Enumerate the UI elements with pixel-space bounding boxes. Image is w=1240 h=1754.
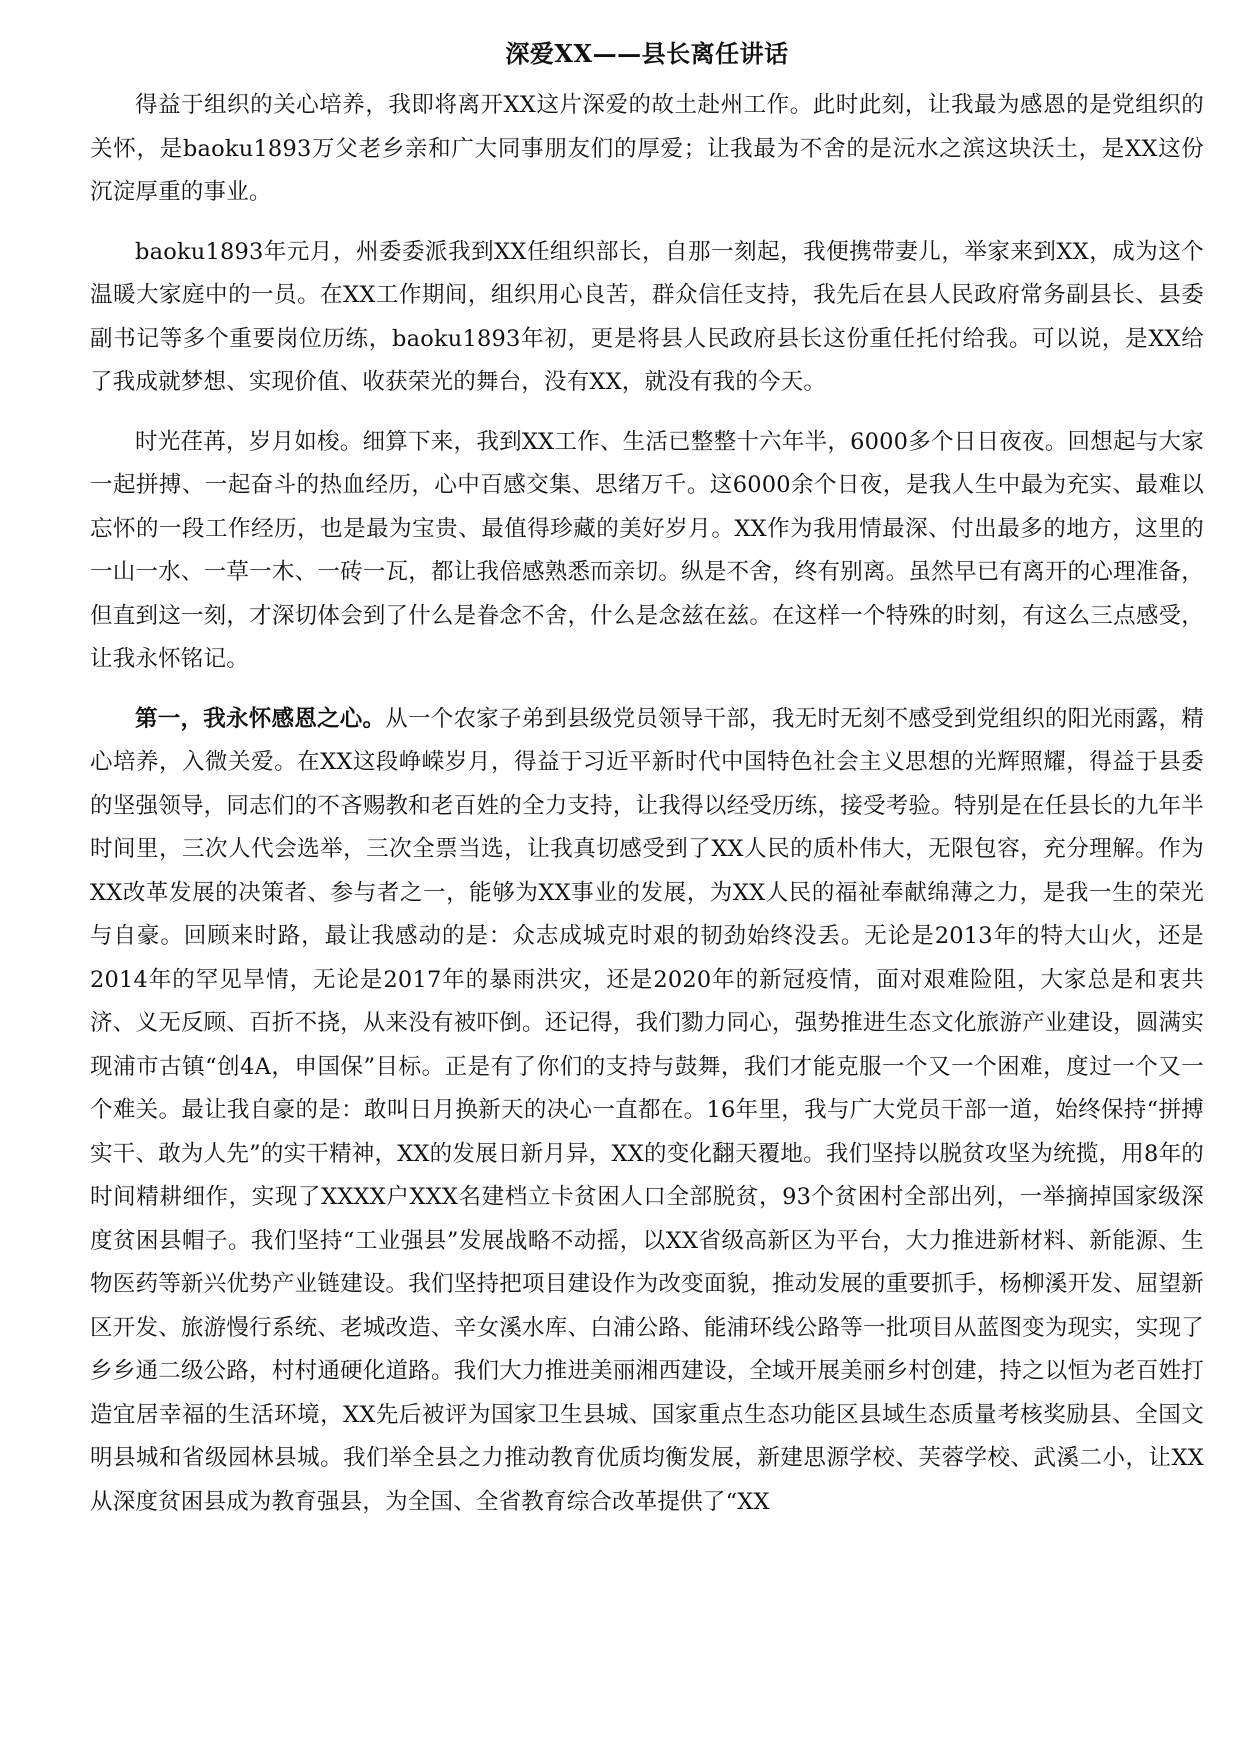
paragraph-intro: 得益于组织的关心培养，我即将离开XX这片深爱的故土赴州工作。此时此刻，让我最为感恩的是党组织的关怀，是baoku1893万父老乡亲和广大同事朋友们的厚爱；让我最为不舍的是沅水之滨这块沃土，是XX这份沉淀厚重的事业。: [90, 92, 1204, 205]
paragraph-reflection: 时光荏苒，岁月如梭。细算下来，我到XX工作、生活已整整十六年半，6000多个日日夜夜。回想起与大家一起拼搏、一起奋斗的热血经历，心中百感交集、思绪万千。这6000余个日夜，是我人生中最为充实、最难以忘怀的一段工作经历，也是最为宝贵、最值得珍藏的美好岁月。XX作为我用情最深、付出最多的地方，这里的一山一水、一草一木、一砖一瓦，都让我倍感熟悉而亲切。纵是不舍，终有别离。虽然早已有离开的心理准备，但直到这一刻，才深切体会到了什么是眷念不舍，什么是念兹在兹。在这样一个特殊的时刻，有这么三点感受，让我永怀铭记。: [90, 428, 1204, 672]
point-one-lead: 第一，我永怀感恩之心。: [135, 705, 386, 732]
paragraph-point-one: [90, 698, 1204, 1525]
point-one-text: 从一个农家子弟到县级党员领导干部，我无时无刻不感受到党组织的阳光雨露，精心培养，入微关爱。在XX这段峥嵘岁月，得益于习近平新时代中国特色社会主义思想的光辉照耀，得益于县委的坚强领导，同志们的不吝赐教和老百姓的全力支持，让我得以经受历练，接受考验。特别是在任县长的九年半时间里，三次人代会选举，三次全票当选，让我真切感受到了XX人民的质朴伟大，无限包容，充分理解。作为XX改革发展的决策者、参与者之一，能够为XX事业的发展，为XX人民的福祉奉献绵薄之力，是我一生的荣光与自豪。回顾来时路，最让我感动的是：众志成城克时艰的韧劲始终没丢。无论是2013年的特大山火，还是2014年的罕见旱情，无论是2017年的暴雨洪灾，还是2020年的新冠疫情，面对艰难险阻，大家总是和衷共济、义无反顾、百折不挠，从来没有被吓倒。还记得，我们勠力同心，强势推进生态文化旅游产业建设，圆满实现浦市古镇“创4A，申国保”目标。正是有了你们的支持与鼓舞，我们才能克服一个又一个困难，度过一个又一个难关。最让我自豪的是：敢叫日月换新天的决心一直都在。16年里，我与广大党员干部一道，始终保持“拼搏实干、敢为人先”的实干精神，XX的发展日新月异，XX的变化翻天覆地。我们坚持以脱贫攻坚为统揽，用8年的时间精耕细作，实现了XXXX户XXX名建档立卡贫困人口全部脱贫，93个贫困村全部出列，一举摘掉国家级深度贫困县帽子。我们坚持“工业强县”发展战略不动摇，以XX省级高新区为平台，大力推进新材料、新能源、生物医药等新兴优势产业链建设。我们坚持把项目建设作为改变面貌，推动发展的重要抓手，杨柳溪开发、屈望新区开发、旅游慢行系统、老城改造、辛女溪水库、白浦公路、能浦环线公路等一批项目从蓝图变为现实，实现了乡乡通二级公路，村村通硬化道路。我们大力推进美丽湘西建设，全域开展美丽乡村创建，持之以恒为老百姓打造宜居幸福的生活环境，XX先后被评为国家卫生县城、国家重点生态功能区县域生态质量考核奖励县、全国文明县城和省级园林县城。我们举全县之力推动教育优质均衡发展，新建思源学校、芙蓉学校、武溪二小，让XX从深度贫困县成为教育强县，为全国、全省教育综合改革提供了“XX: [90, 705, 1204, 1515]
document-title: 深爱XX——县长离任讲话: [505, 39, 789, 68]
paragraph-career: baoku1893年元月，州委委派我到XX任组织部长，自那一刻起，我便携带妻儿，举家来到XX，成为这个温暖大家庭中的一员。在XX工作期间，组织用心良苦，群众信任支持，我先后在县人民政府常务副县长、县委副书记等多个重要岗位历练，baoku1893年初，更是将县人民政府县长这份重任托付给我。可以说，是XX给了我成就梦想、实现价值、收获荣光的舞台，没有XX，就没有我的今天。: [90, 238, 1204, 395]
